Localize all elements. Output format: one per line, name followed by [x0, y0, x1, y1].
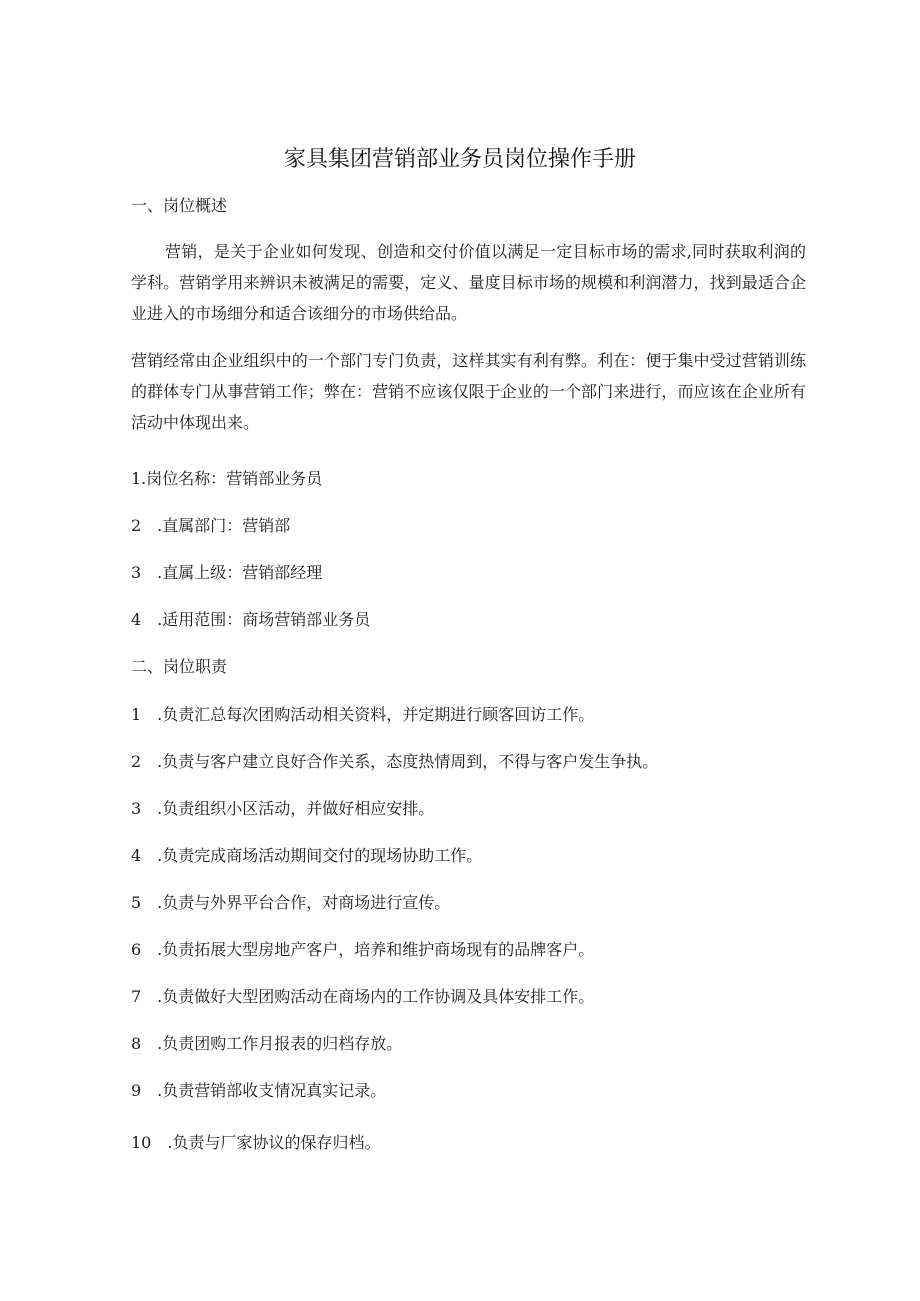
duty-item: 9 .负责营销部收支情况真实记录。: [131, 1081, 387, 1100]
duty-item: 8 .负责团购工作月报表的归档存放。: [131, 1034, 403, 1053]
section-heading-duties: 二、岗位职责: [131, 657, 228, 676]
duty-item: 2 .负责与客户建立良好合作关系，态度热情周到，不得与客户发生争执。: [131, 752, 659, 771]
list-item-job-title: 1.岗位名称：营销部业务员: [131, 469, 323, 488]
duty-item: 10 .负责与厂家协议的保存归档。: [131, 1133, 381, 1152]
duty-item: 3 .负责组织小区活动，并做好相应安排。: [131, 799, 435, 818]
overview-paragraph-1: 营销，是关于企业如何发现、创造和交付价值以满足一定目标市场的需求,同时获取利润的学科。营销学用来辨识未被满足的需要，定义、量度目标市场的规模和利润潜力，找到最适合企业进入的市场细分和适合该细分的市场供给品。: [131, 242, 806, 323]
document-title: 家具集团营销部业务员岗位操作手册: [283, 147, 636, 172]
duty-item: 4 .负责完成商场活动期间交付的现场协助工作。: [131, 846, 483, 865]
duty-item: 7 .负责做好大型团购活动在商场内的工作协调及具体安排工作。: [131, 987, 595, 1006]
overview-paragraph-2: 营销经常由企业组织中的一个部门专门负责，这样其实有利有弊。利在：便于集中受过营销训练的群体专门从事营销工作；弊在：营销不应该仅限于企业的一个部门来进行，而应该在企业所有活动中体现出来。: [131, 351, 806, 432]
list-item-supervisor: 3 .直属上级：营销部经理: [131, 563, 323, 582]
duty-item: 6 .负责拓展大型房地产客户，培养和维护商场现有的品牌客户。: [131, 940, 595, 959]
list-item-department: 2 .直属部门：营销部: [131, 516, 291, 535]
section-heading-overview: 一、岗位概述: [131, 196, 228, 215]
list-item-scope: 4 .适用范围：商场营销部业务员: [131, 610, 371, 629]
duty-item: 1 .负责汇总每次团购活动相关资料，并定期进行顾客回访工作。: [131, 705, 595, 724]
duty-item: 5 .负责与外界平台合作，对商场进行宣传。: [131, 893, 451, 912]
